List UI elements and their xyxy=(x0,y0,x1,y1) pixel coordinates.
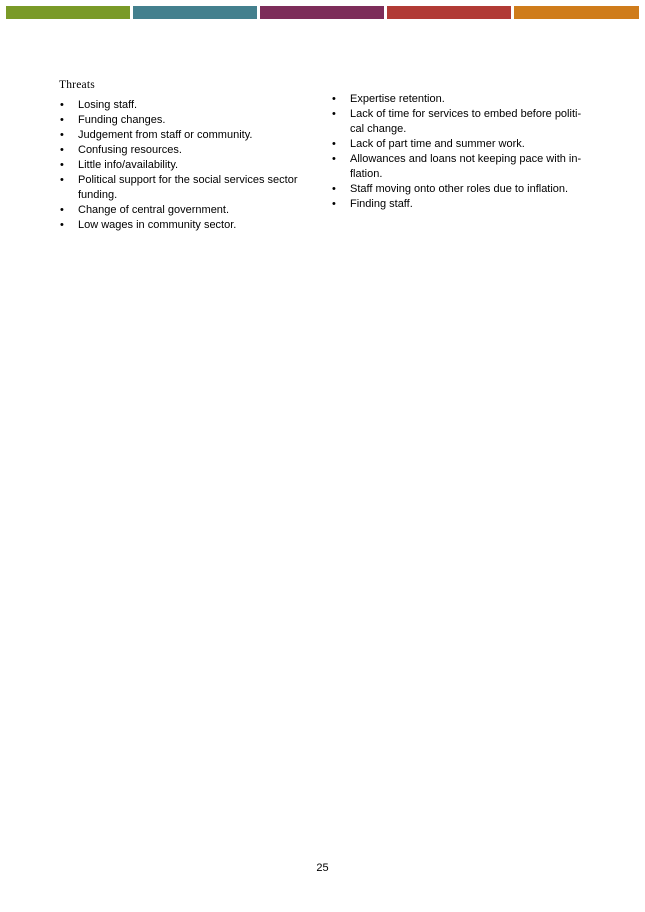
list-item xyxy=(332,152,594,182)
list-item xyxy=(60,128,310,143)
bullet-icon: • xyxy=(60,219,64,231)
list-item-text: Change of central government. xyxy=(78,204,230,216)
list-item xyxy=(332,92,594,107)
list-item xyxy=(60,218,310,233)
header-bar-segment-orange xyxy=(514,6,639,19)
list-item xyxy=(60,173,310,203)
bullet-icon: • xyxy=(60,114,64,126)
header-bar-segment-teal xyxy=(133,6,257,19)
list-item-text: Political support for the social services sector funding. xyxy=(78,174,298,201)
bullet-icon: • xyxy=(332,93,336,105)
bullet-icon: • xyxy=(332,153,336,165)
list-item-text: Lack of part time and summer work. xyxy=(350,138,525,150)
bullet-icon: • xyxy=(60,144,64,156)
bullet-icon: • xyxy=(332,183,336,195)
list-item xyxy=(332,197,594,212)
list-item xyxy=(60,98,310,113)
bullet-icon: • xyxy=(332,108,336,120)
bullet-icon: • xyxy=(60,129,64,141)
list-item-text: Finding staff. xyxy=(350,198,413,210)
list-item-text: Losing staff. xyxy=(78,99,138,111)
list-item-text: Expertise retention. xyxy=(350,93,445,105)
list-item-text: Low wages in community sector. xyxy=(78,219,237,231)
threats-list-right xyxy=(332,92,594,212)
header-color-bar xyxy=(6,6,639,19)
list-item-text: Allowances and loans not keeping pace with in-flation. xyxy=(350,153,582,180)
list-item-text: Lack of time for services to embed before politi-cal change. xyxy=(350,108,582,135)
section-heading: Threats xyxy=(59,79,95,91)
list-item xyxy=(332,107,594,137)
list-item-text: Confusing resources. xyxy=(78,144,182,156)
list-item xyxy=(60,113,310,128)
header-bar-segment-red xyxy=(387,6,511,19)
page-number: 25 xyxy=(316,862,329,874)
list-item xyxy=(60,143,310,158)
bullet-icon: • xyxy=(60,204,64,216)
list-item xyxy=(332,182,594,197)
threats-list-left xyxy=(60,98,310,233)
header-bar-segment-plum xyxy=(260,6,384,19)
list-item-text: Judgement from staff or community. xyxy=(78,129,253,141)
bullet-icon: • xyxy=(60,99,64,111)
bullet-icon: • xyxy=(60,174,64,186)
list-item xyxy=(332,137,594,152)
header-bar-segment-green xyxy=(6,6,130,19)
list-item xyxy=(60,158,310,173)
list-item-text: Funding changes. xyxy=(78,114,166,126)
bullet-icon: • xyxy=(332,198,336,210)
bullet-icon: • xyxy=(332,138,336,150)
list-item-text: Staff moving onto other roles due to inflation. xyxy=(350,183,569,195)
list-item-text: Little info/availability. xyxy=(78,159,179,171)
bullet-icon: • xyxy=(60,159,64,171)
list-item xyxy=(60,203,310,218)
